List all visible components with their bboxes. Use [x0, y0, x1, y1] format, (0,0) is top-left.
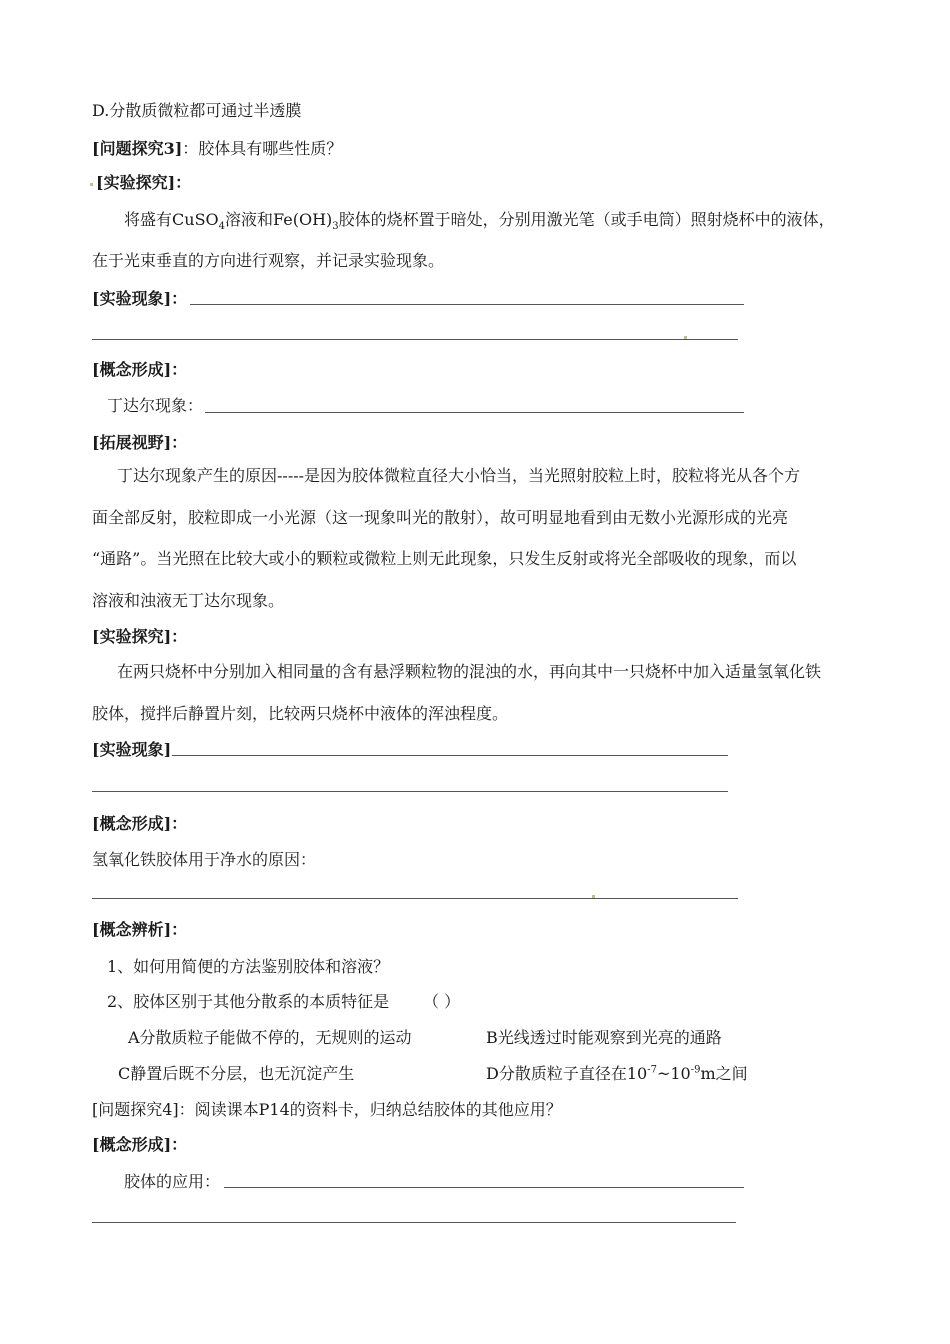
exp1-line1	[124, 209, 835, 231]
item-d: D.分散质微粒都可通过半透膜	[92, 101, 302, 120]
formula-feoh3: Fe(OH)	[273, 210, 333, 229]
text-fragment: D分散质粒子直径在10	[486, 1064, 648, 1083]
application-label: 胶体的应用：	[124, 1172, 221, 1191]
exp2-header: [实验探究]：	[92, 627, 188, 646]
tyndall-label: 丁达尔现象：	[107, 396, 204, 415]
answer-line[interactable]	[224, 1187, 744, 1188]
exp2-line2: 胶体，搅拌后静置片刻，比较两只烧杯中液体的浑浊程度。	[92, 704, 509, 723]
scan-dot	[90, 183, 93, 186]
question-3	[92, 138, 342, 160]
distinguish-header: [概念辨析]：	[92, 920, 188, 939]
answer-line[interactable]	[92, 1222, 736, 1223]
scan-dot	[684, 336, 687, 339]
subscript: 4	[218, 221, 226, 233]
question-3-text: ：胶体具有哪些性质？	[182, 139, 343, 158]
text-fragment: 胶体的烧杯置于暗处，分别用激光笔（或手电筒）照射烧杯中的液体，	[338, 210, 835, 229]
text-fragment: m之间	[700, 1064, 748, 1083]
concept1-header: [概念形成]：	[92, 360, 188, 379]
text-fragment: 将盛有	[124, 210, 173, 229]
subscript: 3	[332, 221, 339, 233]
question-4: [问题探究4]：阅读课本P14的资料卡，归纳总结胶体的其他应用？	[92, 1100, 562, 1119]
answer-line[interactable]	[92, 791, 728, 792]
text-fragment: ~10	[656, 1064, 691, 1083]
exp1-line2: 在于光束垂直的方向进行观察，并记录实验现象。	[92, 251, 445, 270]
text-fragment: 溶液和	[225, 210, 274, 229]
scan-dot	[592, 895, 595, 898]
exp1-header: [实验探究]：	[96, 173, 192, 192]
option-b: B光线透过时能观察到光亮的通路	[486, 1028, 722, 1047]
extend-line-1: 丁达尔现象产生的原因-----是因为胶体微粒直径大小恰当，当光照射胶粒上时，胶粒将光从各个方	[117, 466, 801, 485]
option-c: C静置后既不分层，也无沉淀产生	[118, 1064, 355, 1083]
answer-line[interactable]	[92, 339, 738, 340]
question-3-label: [问题探究3]	[92, 139, 183, 158]
extend-line-2: 面全部反射，胶粒即成一小光源（这一现象叫光的散射），故可明显地看到由无数小光源形成的光亮	[92, 508, 789, 527]
superscript: -7	[647, 1064, 657, 1076]
extend-line-3: “通路”。当光照在比较大或小的颗粒或微粒上则无此现象，只发生反射或将光全部吸收的现象，而以	[92, 549, 797, 568]
formula-cuso4: CuSO	[172, 210, 219, 229]
answer-parentheses[interactable]: （ ）	[423, 992, 461, 1011]
answer-line[interactable]	[92, 898, 738, 899]
concept2-header: [概念形成]：	[92, 814, 188, 833]
exp2-phenomenon-label: [实验现象]	[92, 740, 172, 759]
answer-line[interactable]	[172, 755, 728, 756]
distinguish-q2: 2、胶体区别于其他分散系的本质特征是	[107, 992, 390, 1011]
exp2-line1: 在两只烧杯中分别加入相同量的含有悬浮颗粒物的混浊的水，再向其中一只烧杯中加入适量氢氧化铁	[117, 662, 822, 681]
purification-label: 氢氧化铁胶体用于净水的原因：	[92, 850, 317, 869]
extend-header: [拓展视野]：	[92, 433, 188, 452]
answer-line[interactable]	[205, 412, 744, 413]
extend-line-4: 溶液和浊液无丁达尔现象。	[92, 591, 285, 610]
answer-line[interactable]	[190, 304, 744, 305]
concept3-header: [概念形成]：	[92, 1135, 188, 1154]
distinguish-q1: 1、如何用简便的方法鉴别胶体和溶液？	[107, 957, 390, 976]
exp1-phenomenon-label: [实验现象]：	[92, 289, 188, 308]
option-d	[486, 1063, 748, 1085]
option-a: A分散质粒子能做不停的，无规则的运动	[128, 1028, 412, 1047]
superscript: -9	[690, 1064, 701, 1076]
